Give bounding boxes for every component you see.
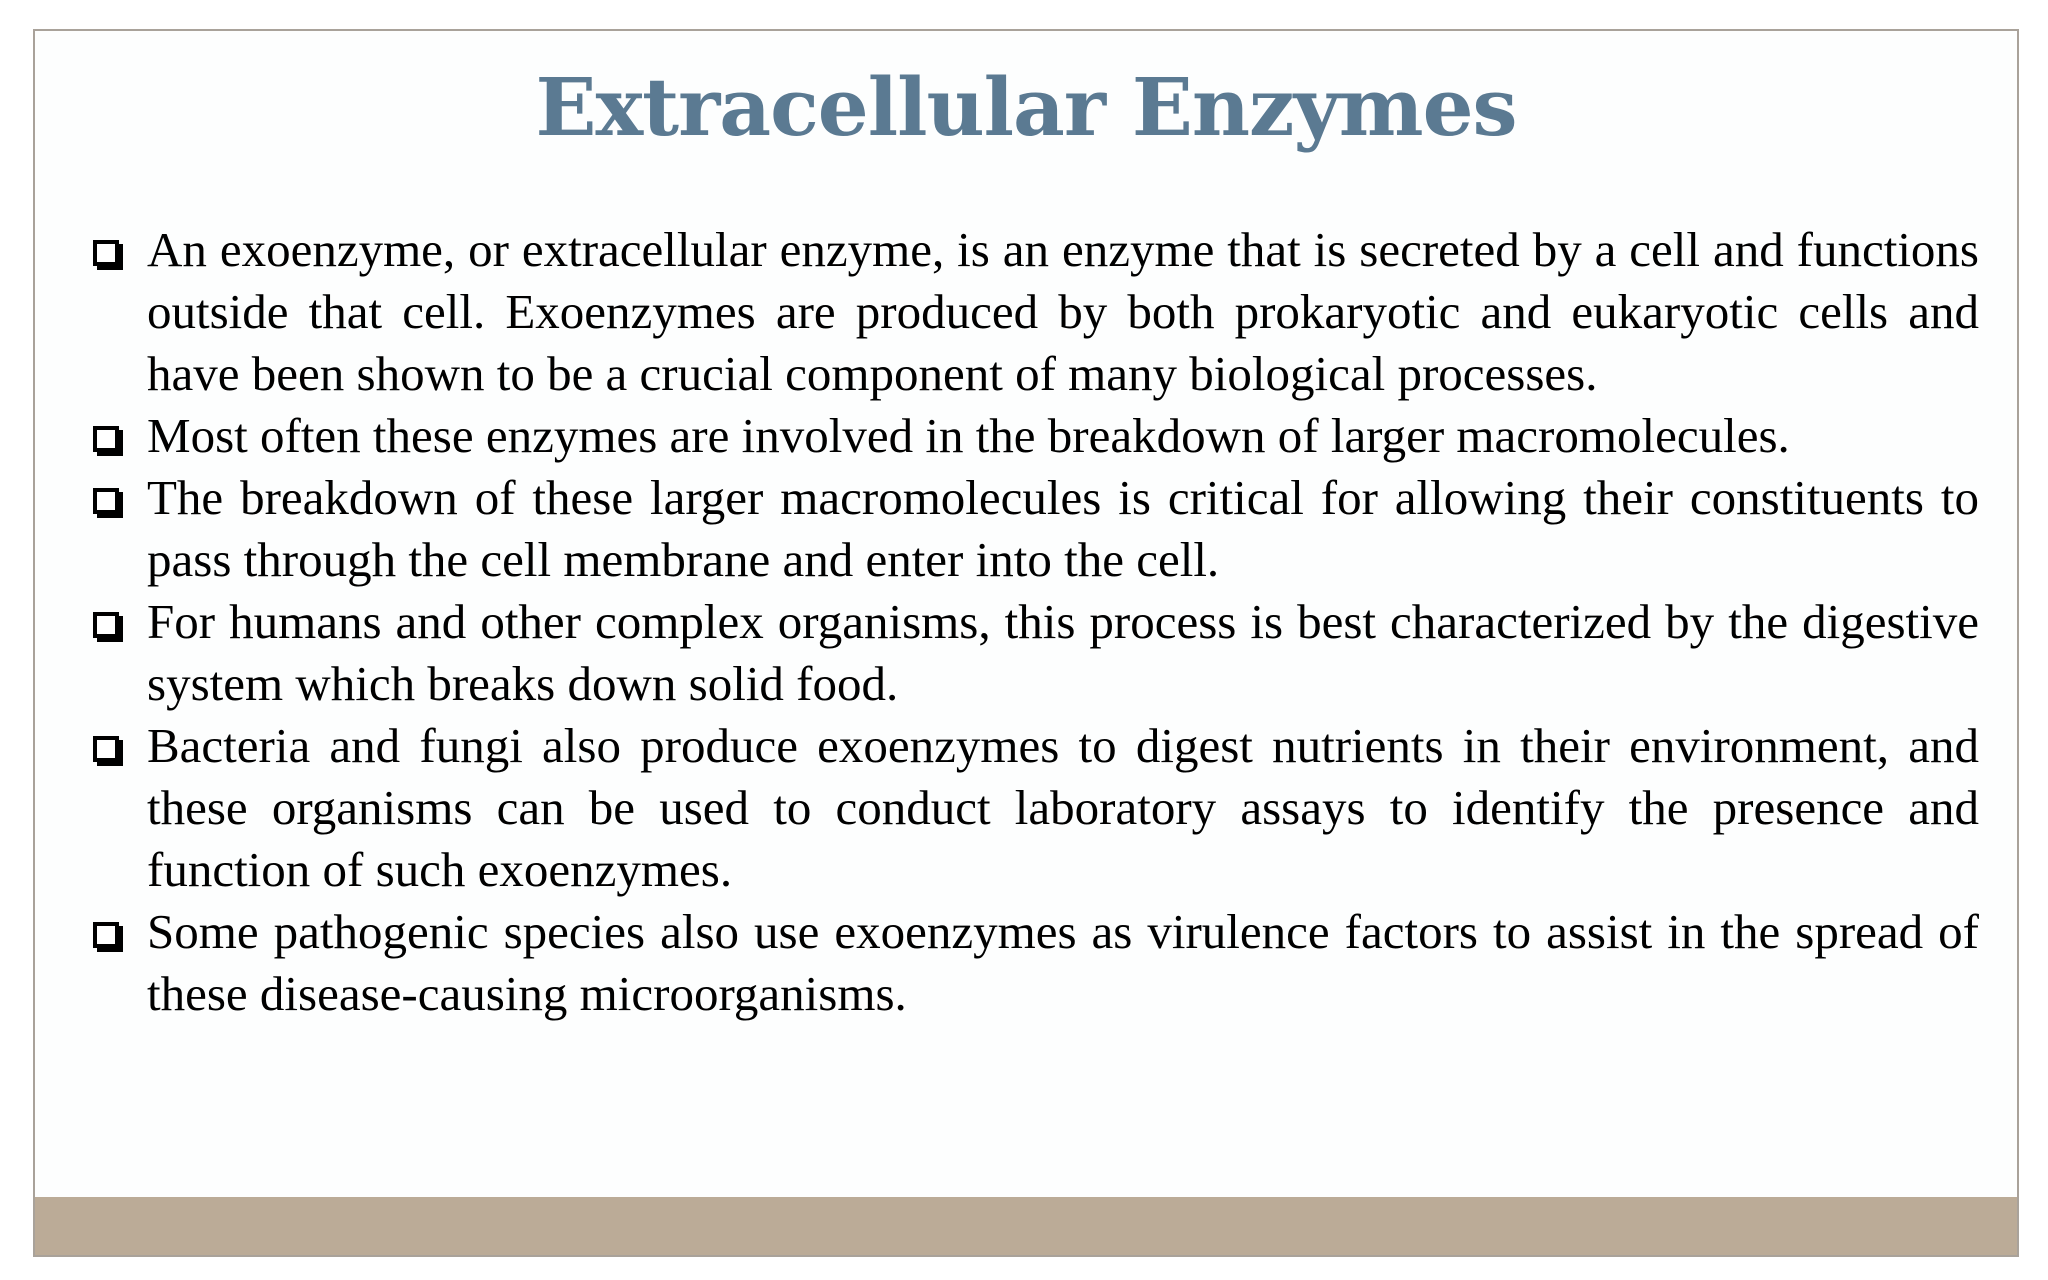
bullet-item <box>93 591 1979 715</box>
bullet-list <box>93 219 1979 1025</box>
bullet-text: Some pathogenic species also use exoenzymes as virulence factors to assist in the spread of these disease-causing microorganisms. <box>147 904 1979 1021</box>
checkbox-square-icon <box>93 488 119 514</box>
checkbox-square-icon <box>93 612 119 638</box>
bullet-item <box>93 467 1979 591</box>
bullet-item <box>93 405 1979 467</box>
bullet-text: Most often these enzymes are involved in the breakdown of larger macromolecules. <box>147 408 1790 463</box>
bullet-item <box>93 901 1979 1025</box>
bullet-text: Bacteria and fungi also produce exoenzymes to digest nutrients in their environment, and these organisms can be used to conduct laboratory assays to identify the presence and function of such exoenzymes. <box>147 718 1979 897</box>
bullet-text: An exoenzyme, or extracellular enzyme, is an enzyme that is secreted by a cell and functions outside that cell. Exoenzymes are produced by both prokaryotic and eukaryotic cells and have been shown to be a crucial component of many biological processes. <box>147 222 1979 401</box>
checkbox-square-icon <box>93 736 119 762</box>
slide <box>33 29 2019 1257</box>
bullet-item <box>93 219 1979 405</box>
bullet-text: The breakdown of these larger macromolecules is critical for allowing their constituents to pass through the cell membrane and enter into the cell. <box>147 470 1979 587</box>
slide-title: Extracellular Enzymes <box>535 60 1517 154</box>
bullet-text: For humans and other complex organisms, this process is best characterized by the digestive system which breaks down solid food. <box>147 594 1979 711</box>
bullet-item <box>93 715 1979 901</box>
checkbox-square-icon <box>93 240 119 266</box>
footer-bar <box>35 1197 2017 1255</box>
checkbox-square-icon <box>93 922 119 948</box>
checkbox-square-icon <box>93 426 119 452</box>
